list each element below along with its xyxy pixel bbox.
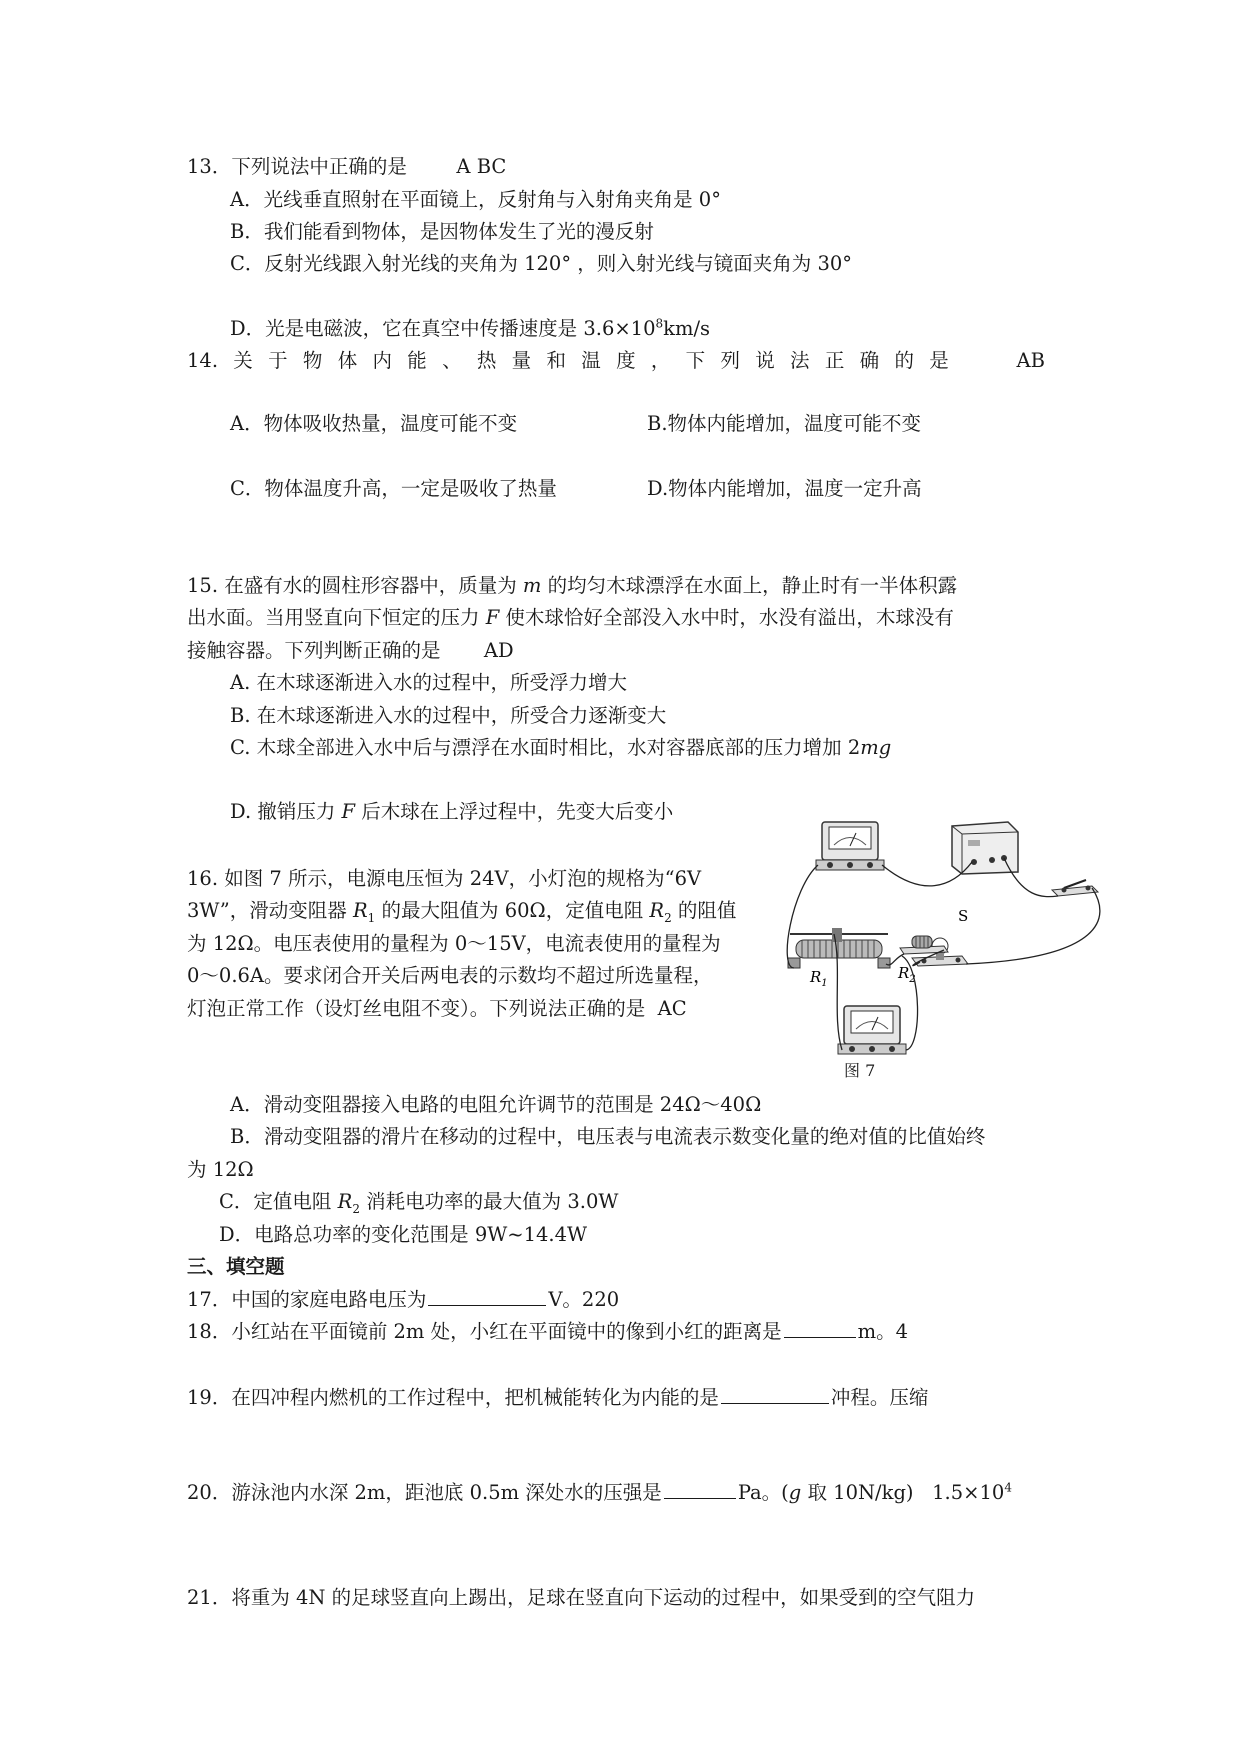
q14-option-c: C．物体温度升高，一定是吸收了热量	[230, 477, 557, 500]
label-r1: $R_1$	[810, 968, 828, 989]
label-r2: $R_2$	[898, 964, 916, 985]
q13-stem: 13．下列说法中正确的是 A BC	[187, 155, 507, 178]
ammeter	[816, 822, 884, 870]
q13-option-b: B．我们能看到物体，是因物体发生了光的漫反射	[230, 220, 654, 243]
q16-option-c: C．定值电阻 $R_2$ 消耗电功率的最大值为 3.0W	[219, 1190, 619, 1216]
circuit-diagram	[782, 818, 1112, 1086]
q15-line2: 出水面。当用竖直向下恒定的压力 F 使木球恰好全部没入水中时，水没有溢出，木球没有	[187, 606, 954, 629]
q13-option-a: A．光线垂直照射在平面镜上，反射角与入射角夹角是 0°	[230, 188, 721, 211]
figure-caption: 图 7	[844, 1061, 876, 1080]
switch	[1052, 880, 1098, 896]
q14-option-b: B.物体内能增加，温度可能不变	[647, 412, 922, 435]
q16-line1: 16. 如图 7 所示，电源电压恒为 24V，小灯泡的规格为“6V	[187, 867, 702, 890]
label-s: S	[958, 907, 969, 925]
q16-option-a: A．滑动变阻器接入电路的电阻允许调节的范围是 24Ω～40Ω	[230, 1093, 762, 1116]
voltmeter	[838, 1006, 906, 1054]
q16-option-b: B．滑动变阻器的滑片在移动的过程中，电压表与电流表示数变化量的绝对值的比值始终	[230, 1125, 986, 1148]
q15-answer: AD	[483, 639, 514, 662]
q16-answer: AC	[657, 997, 687, 1020]
q17: 17．中国的家庭电路电压为 V。220	[187, 1285, 619, 1313]
q15-option-b: B. 在木球逐渐进入水的过程中，所受合力逐渐变大	[230, 704, 667, 727]
q16-option-d: D．电路总功率的变化范围是 9W~14.4W	[219, 1223, 588, 1246]
q15-line1: 15. 在盛有水的圆柱形容器中，质量为 m 的均匀木球漂浮在水面上，静止时有一半体积露	[187, 574, 958, 597]
q20-blank	[664, 1478, 736, 1499]
q13-answer: A BC	[456, 155, 507, 178]
q13-option-d: D．光是电磁波，它在真空中传播速度是 $3.6\times 10^8km/s$	[230, 316, 711, 340]
q15-option-a: A. 在木球逐渐进入水的过程中，所受浮力增大	[230, 671, 627, 694]
q18: 18．小红站在平面镜前 2m 处，小红在平面镜中的像到小红的距离是 m。4	[187, 1317, 908, 1345]
q14-option-a: A．物体吸收热量，温度可能不变	[230, 412, 518, 435]
q16-line2: 3W”，滑动变阻器 $R_1$ 的最大阻值为 60Ω，定值电阻 $R_2$ 的阻值	[187, 899, 737, 925]
q18-blank	[784, 1317, 856, 1338]
q14-answer: AB	[1016, 349, 1045, 372]
q19: 19．在四冲程内燃机的工作过程中，把机械能转化为内能的是 冲程。压缩	[187, 1383, 928, 1411]
q13-option-c: C．反射光线跟入射光线的夹角为 120° ，则入射光线与镜面夹角为 30°	[230, 252, 853, 275]
q14-option-d: D.物体内能增加，温度一定升高	[647, 477, 922, 500]
q16-option-b-cont: 为 12Ω	[187, 1158, 254, 1181]
rheostat-r1	[788, 928, 890, 968]
section-3-title: 三、填空题	[187, 1255, 285, 1278]
q15-option-c: C. 木球全部进入水中后与漂浮在水面时相比，水对容器底部的压力增加 2mg	[230, 736, 892, 759]
q20: 20．游泳池内水深 2m，距池底 0.5m 深处水的压强是 Pa。(g 取 10N/kg) $1.5\times 10^4$	[187, 1478, 1012, 1506]
q15-line3: 接触容器。下列判断正确的是 AD	[187, 639, 514, 662]
q16-line3: 为 12Ω。电压表使用的量程为 0～15V，电流表使用的量程为	[187, 932, 721, 955]
q14-stem: 14. 关 于 物 体 内 能 、 热 量 和 温 度 ， 下 列 说 法 正 确 的 是 AB	[187, 349, 1045, 372]
circuit-figure-7	[782, 818, 1112, 1086]
q16-line4: 0～0.6A。要求闭合开关后两电表的示数均不超过所选量程，	[187, 964, 713, 987]
q19-blank	[721, 1383, 829, 1404]
q15-option-d: D. 撤销压力 F 后木球在上浮过程中，先变大后变小	[230, 800, 674, 823]
q21: 21．将重为 4N 的足球竖直向上踢出，足球在竖直向下运动的过程中，如果受到的空气阻力	[187, 1586, 976, 1609]
q17-blank	[428, 1285, 546, 1306]
q16-line5: 灯泡正常工作（设灯丝电阻不变）。下列说法正确的是 AC	[187, 997, 687, 1020]
